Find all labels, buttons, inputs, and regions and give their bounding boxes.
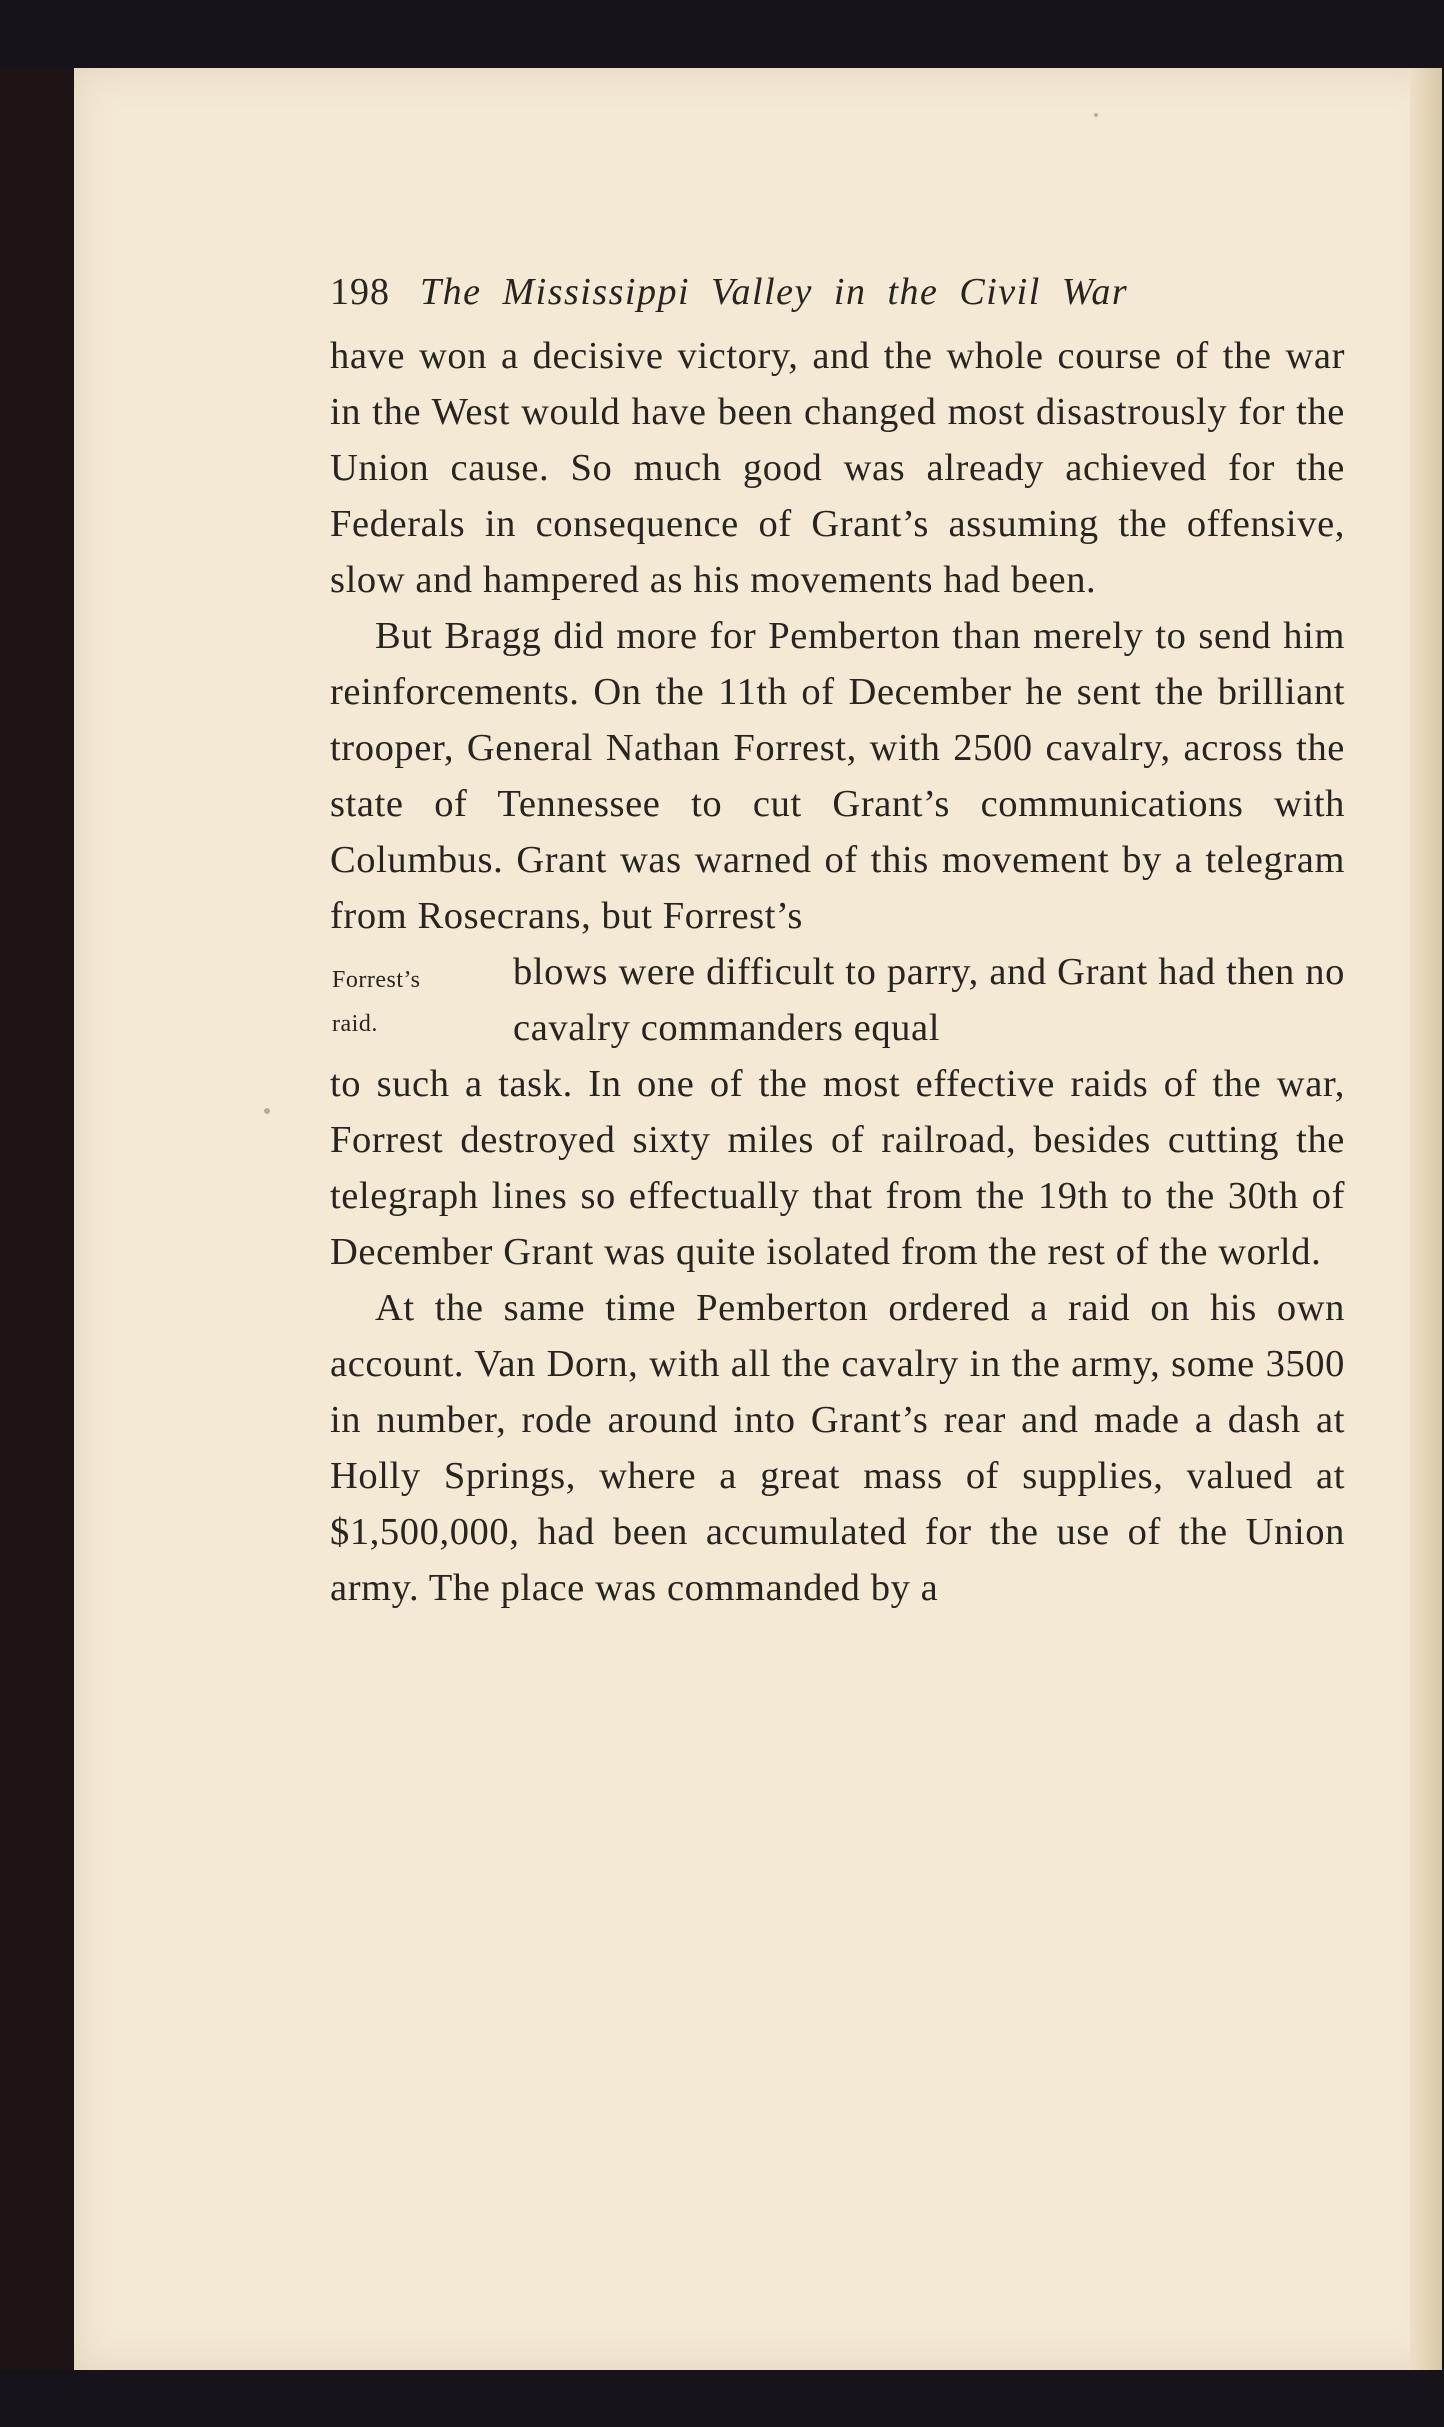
paragraph-1: have won a decisive victory, and the whole course of the war in the West would have been changed most disastrously for the Union cause. So much good was already achieved for the Federals in consequence of Grant’s assuming the offensive, slow and hampered as his movements had been. [330,335,1345,601]
paragraph-3: At the same time Pemberton ordered a raid on his own account. Van Dorn, with all the cavalry in the army, some 3500 in number, rode around into Grant’s rear and made a dash at Holly Springs, where a great mass of supplies, valued at $1,500,000, had been accumulated for the use of the Union army. The place was commanded by a [330,1287,1345,1609]
sidenote-row [330,944,1345,1056]
book-spine-shadow [0,68,74,2370]
margin-note-line-2: raid. [332,1011,378,1037]
paragraph-2-sidenote-lines: blows were difficult to parry, and Grant had then no cavalry commanders equal [513,951,1345,1049]
paragraph-2: But Bragg did more for Pemberton than merely to send him reinforcements. On the 11th of December he sent the brilliant trooper, General Nathan Forrest, with 2500 cavalry, across the state of Tennessee to cut Grant’s communications with Columbus. Grant was warned of this movement by a telegram from Rosecrans, but Forrest’s [330,615,1345,937]
page-number: 198 [330,271,390,313]
paper-fleck [1094,113,1098,117]
running-title: The Mississippi Valley in the Civil War [420,271,1129,313]
paragraph-2-continued: to such a task. In one of the most effective raids of the war, Forrest destroyed sixty miles of railroad, besides cutting the telegraph lines so effectually that from the 19th to the 30th of December Grant was quite isolated from the rest of the world. [330,1063,1345,1273]
margin-note [332,958,421,1046]
page-edge [1410,68,1442,2370]
page-text [330,270,1345,1616]
paper-fleck [264,1108,270,1114]
running-head [330,270,1345,314]
margin-note-line-1: Forrest’s [332,967,421,993]
